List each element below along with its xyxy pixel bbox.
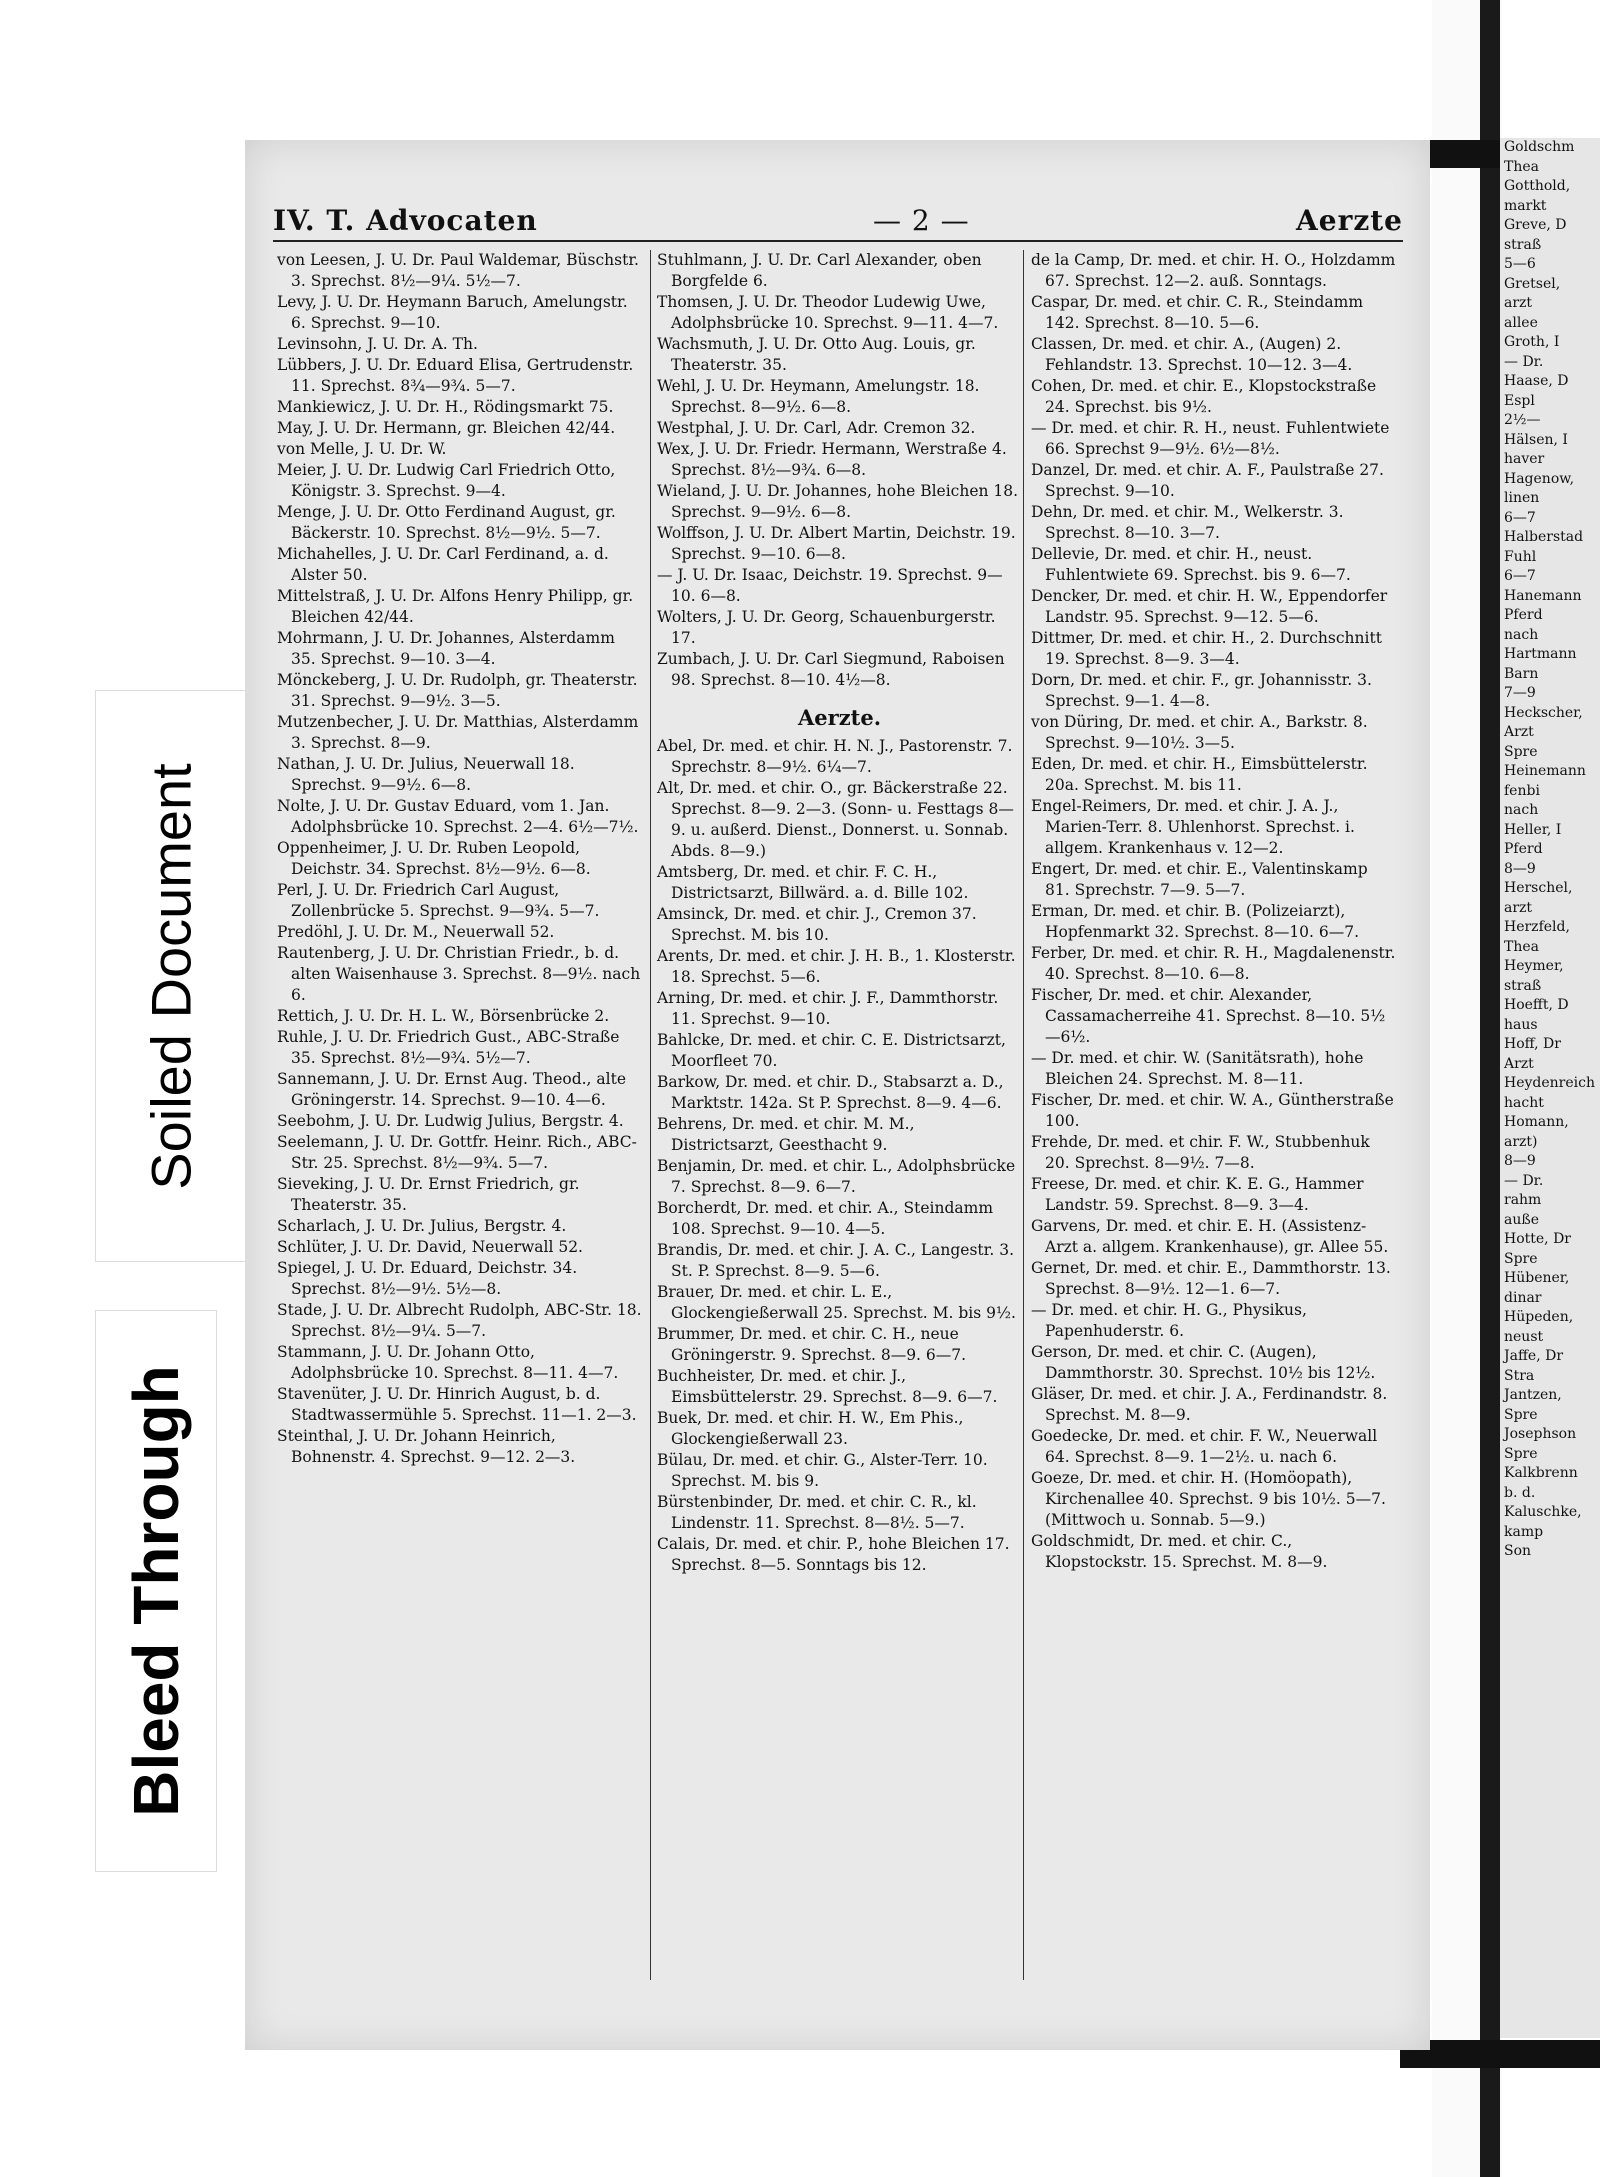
next-page-fragment: Pferd xyxy=(1504,841,1543,857)
directory-entry: Danzel, Dr. med. et chir. A. F., Paulstraße 27. Sprechst. 9—10. xyxy=(1031,461,1384,500)
directory-entry: Gläser, Dr. med. et chir. J. A., Ferdinandstr. 8. Sprechst. M. 8—9. xyxy=(1031,1385,1388,1424)
next-page-fragment: straß xyxy=(1504,236,1542,253)
directory-entry: Wieland, J. U. Dr. Johannes, hohe Bleichen 18. Sprechst. 9—9½. 6—8. xyxy=(657,482,1019,521)
directory-entry: de la Camp, Dr. med. et chir. H. O., Holzdamm 67. Sprechst. 12—2. auß. Sonntags. xyxy=(1031,251,1396,290)
next-page-fragment: Heydenreich xyxy=(1504,1075,1595,1091)
column-divider-1 xyxy=(650,250,651,1980)
directory-entry: Thomsen, J. U. Dr. Theodor Ludewig Uwe, Adolphsbrücke 10. Sprechst. 9—11. 4—7. xyxy=(657,293,999,332)
page-number: — 2 — xyxy=(873,204,970,237)
directory-entry: Engert, Dr. med. et chir. E., Valentinskamp 81. Sprechstr. 7—9. 5—7. xyxy=(1031,860,1368,899)
next-page-fragment: arzt xyxy=(1504,295,1533,311)
next-page-fragment: Halberstad xyxy=(1504,529,1584,545)
directory-entry: Garvens, Dr. med. et chir. E. H. (Assistenz-Arzt a. allgem. Krankenhause), gr. Allee 55. xyxy=(1031,1217,1389,1256)
next-page-fragment: 7—9 xyxy=(1504,685,1536,701)
next-page-fragment: Heymer, xyxy=(1504,958,1564,974)
next-page-fragment: Spre xyxy=(1504,1250,1538,1267)
directory-entry: Arents, Dr. med. et chir. J. H. B., 1. Klosterstr. 18. Sprechst. 5—6. xyxy=(657,947,1016,986)
header-right: Aerzte xyxy=(1296,204,1403,237)
column-aerzte xyxy=(1031,250,1396,1573)
directory-entry: Seelemann, J. U. Dr. Gottfr. Heinr. Rich., ABC-Str. 25. Sprechst. 8½—9¾. 5—7. xyxy=(277,1133,637,1172)
directory-entry: Engel-Reimers, Dr. med. et chir. J. A. J., Marien-Terr. 8. Uhlenhorst. Sprechst. i. allgem. Krankenhaus v. 12—2. xyxy=(1031,797,1355,857)
directory-entry: Behrens, Dr. med. et chir. M. M., Districtsarzt, Geesthacht 9. xyxy=(657,1115,915,1154)
directory-entry: Goedecke, Dr. med. et chir. F. W., Neuerwall 64. Sprechst. 8—9. 1—2½. u. nach 6. xyxy=(1031,1427,1378,1466)
next-page-fragment: — Dr. xyxy=(1504,1172,1544,1189)
directory-entry: Buek, Dr. med. et chir. H. W., Em Phis., Glockengießerwall 23. xyxy=(657,1409,964,1448)
directory-entry: — Dr. med. et chir. R. H., neust. Fuhlentwiete 66. Sprechst 9—9½. 6½—8½. xyxy=(1031,419,1390,458)
next-page-fragment: Gotthold, xyxy=(1504,178,1571,194)
next-page-fragments xyxy=(1500,138,1600,1562)
directory-entry: Classen, Dr. med. et chir. A., (Augen) 2. Fehlandstr. 13. Sprechst. 10—12. 3—4. xyxy=(1031,335,1353,374)
directory-entry: — J. U. Dr. Isaac, Deichstr. 19. Sprechst. 9—10. 6—8. xyxy=(657,566,1003,605)
directory-entry: Michahelles, J. U. Dr. Carl Ferdinand, a. d. Alster 50. xyxy=(277,545,609,584)
directory-entry: Arning, Dr. med. et chir. J. F., Dammthorstr. 11. Sprechst. 9—10. xyxy=(657,989,999,1028)
directory-entry: Dittmer, Dr. med. et chir. H., 2. Durchschnitt 19. Sprechst. 8—9. 3—4. xyxy=(1031,629,1382,668)
directory-entry: Gernet, Dr. med. et chir. E., Dammthorstr. 13. Sprechst. 8—9½. 12—1. 6—7. xyxy=(1031,1259,1391,1298)
next-page-fragment: Spre xyxy=(1504,1445,1538,1462)
soiled-document-label: Soiled Document xyxy=(139,762,203,1190)
directory-entry: May, J. U. Dr. Hermann, gr. Bleichen 42/44. xyxy=(277,419,616,437)
next-page-fragment: Hüpeden, xyxy=(1504,1309,1574,1325)
directory-entry: Lübbers, J. U. Dr. Eduard Elisa, Gertrudenstr. 11. Sprechst. 8¾—9¾. 5—7. xyxy=(277,356,634,395)
directory-entry: Sannemann, J. U. Dr. Ernst Aug. Theod., alte Gröningerstr. 14. Sprechst. 9—10. 4—6. xyxy=(277,1070,626,1109)
directory-entry: Stuhlmann, J. U. Dr. Carl Alexander, oben Borgfelde 6. xyxy=(657,251,982,290)
directory-entry: Mutzenbecher, J. U. Dr. Matthias, Alsterdamm 3. Sprechst. 8—9. xyxy=(277,713,639,752)
next-page-fragment: Arzt xyxy=(1504,724,1534,740)
directory-entry: Steinthal, J. U. Dr. Johann Heinrich, Bohnenstr. 4. Sprechst. 9—12. 2—3. xyxy=(277,1427,576,1466)
next-page-fragment: 8—9 xyxy=(1504,1153,1536,1169)
next-page-strip xyxy=(1500,138,1600,2038)
directory-entry: Sieveking, J. U. Dr. Ernst Friedrich, gr. Theaterstr. 35. xyxy=(277,1175,580,1214)
next-page-fragment: Hartmann xyxy=(1504,646,1577,662)
next-page-fragment: Jantzen, xyxy=(1504,1387,1562,1403)
next-page-fragment: nach xyxy=(1504,802,1539,818)
next-page-fragment: auße xyxy=(1504,1211,1539,1228)
directory-entry: Mankiewicz, J. U. Dr. H., Rödingsmarkt 75. xyxy=(277,398,614,416)
next-page-fragment: Stra xyxy=(1504,1367,1535,1384)
directory-entry: Meier, J. U. Dr. Ludwig Carl Friedrich Otto, Königstr. 3. Sprechst. 9—4. xyxy=(277,461,616,500)
next-page-fragment: Barn xyxy=(1504,665,1539,682)
next-page-fragment: Hübener, xyxy=(1504,1270,1570,1286)
directory-entry: Spiegel, J. U. Dr. Eduard, Deichstr. 34. Sprechst. 8½—9½. 5½—8. xyxy=(277,1259,578,1298)
next-page-fragment: Hotte, Dr xyxy=(1504,1231,1571,1247)
directory-entry: Mittelstraß, J. U. Dr. Alfons Henry Philipp, gr. Bleichen 42/44. xyxy=(277,587,634,626)
directory-entry: Eden, Dr. med. et chir. H., Eimsbüttelerstr. 20a. Sprechst. M. bis 11. xyxy=(1031,755,1368,794)
directory-entry: Zumbach, J. U. Dr. Carl Siegmund, Raboisen 98. Sprechst. 8—10. 4½—8. xyxy=(657,650,1005,689)
directory-entry: Dorn, Dr. med. et chir. F., gr. Johannisstr. 3. Sprechst. 9—1. 4—8. xyxy=(1031,671,1372,710)
next-page-fragment: Hanemann xyxy=(1504,587,1582,604)
directory-entry: Bahlcke, Dr. med. et chir. C. E. Districtsarzt, Moorfleet 70. xyxy=(657,1031,1006,1070)
directory-entry: Caspar, Dr. med. et chir. C. R., Steindamm 142. Sprechst. 8—10. 5—6. xyxy=(1031,293,1364,332)
next-page-fragment: Kaluschke, xyxy=(1504,1504,1582,1520)
directory-entry: Rautenberg, J. U. Dr. Christian Friedr., b. d. alten Waisenhause 3. Sprechst. 8—9½. nach 6. xyxy=(277,944,641,1004)
directory-entry: Stade, J. U. Dr. Albrecht Rudolph, ABC-Str. 18. Sprechst. 8½—9¼. 5—7. xyxy=(277,1301,642,1340)
next-page-fragment: Pferd xyxy=(1504,607,1543,623)
document-page xyxy=(245,140,1430,2050)
next-page-fragment: allee xyxy=(1504,314,1538,331)
column-divider-2 xyxy=(1023,250,1024,1980)
next-page-fragment: Arzt xyxy=(1504,1055,1534,1072)
directory-entry: Mohrmann, J. U. Dr. Johannes, Alsterdamm 35. Sprechst. 9—10. 3—4. xyxy=(277,629,615,668)
next-page-fragment: 8—9 xyxy=(1504,860,1536,877)
next-page-fragment: — Dr. xyxy=(1504,353,1544,370)
next-page-fragment: Jaffe, Dr xyxy=(1504,1348,1564,1364)
next-page-fragment: kamp xyxy=(1504,1523,1544,1540)
directory-entry: von Leesen, J. U. Dr. Paul Waldemar, Büschstr. 3. Sprechst. 8½—9¼. 5½—7. xyxy=(277,251,639,290)
next-page-fragment: Hälsen, I xyxy=(1504,431,1568,448)
header-left: IV. T. Advocaten xyxy=(273,204,538,237)
next-page-fragment: 6—7 xyxy=(1504,509,1536,526)
next-page-fragment: Heller, I xyxy=(1504,821,1562,838)
directory-entry: Wehl, J. U. Dr. Heymann, Amelungstr. 18. Sprechst. 8—9½. 6—8. xyxy=(657,377,980,416)
next-page-fragment: Espl xyxy=(1504,392,1535,409)
directory-entry: Gerson, Dr. med. et chir. C. (Augen), Dammthorstr. 30. Sprechst. 10½ bis 12½. xyxy=(1031,1343,1376,1382)
directory-entry: von Melle, J. U. Dr. W. xyxy=(277,440,447,458)
next-page-fragment: haus xyxy=(1504,1016,1538,1033)
next-page-fragment: dinar xyxy=(1504,1289,1542,1306)
edge-tab-bottom xyxy=(1400,2040,1600,2068)
directory-entry: von Düring, Dr. med. et chir. A., Barkstr. 8. Sprechst. 9—10½. 3—5. xyxy=(1031,713,1368,752)
directory-entry: Mönckeberg, J. U. Dr. Rudolph, gr. Theaterstr. 31. Sprechst. 9—9½. 3—5. xyxy=(277,671,638,710)
next-page-fragment: Haase, D xyxy=(1504,373,1569,389)
directory-entry: Predöhl, J. U. Dr. M., Neuerwall 52. xyxy=(277,923,555,941)
directory-entry: Barkow, Dr. med. et chir. D., Stabsarzt a. D., Marktstr. 142a. St P. Sprechst. 8—9. 4—6. xyxy=(657,1073,1004,1112)
page-header xyxy=(273,200,1403,242)
directory-entry: Stavenüter, J. U. Dr. Hinrich August, b. d. Stadtwassermühle 5. Sprechst. 11—1. 2—3. xyxy=(277,1385,637,1424)
directory-entry: Brummer, Dr. med. et chir. C. H., neue Gröningerstr. 9. Sprechst. 8—9. 6—7. xyxy=(657,1325,967,1364)
next-page-fragment: Spre xyxy=(1504,743,1538,760)
directory-entry: — Dr. med. et chir. H. G., Physikus, Papenhuderstr. 6. xyxy=(1031,1301,1307,1340)
directory-entry: Dencker, Dr. med. et chir. H. W., Eppendorfer Landstr. 95. Sprechst. 9—12. 5—6. xyxy=(1031,587,1388,626)
directory-entry: Alt, Dr. med. et chir. O., gr. Bäckerstraße 22. Sprechst. 8—9. 2—3. (Sonn- u. Festtags 8—9. u. außerd. Dienst., Donnerst. u. Sonnab. Abds. 8—9.) xyxy=(657,779,1014,860)
next-page-fragment: rahm xyxy=(1504,1192,1542,1208)
directory-entry: Nathan, J. U. Dr. Julius, Neuerwall 18. Sprechst. 9—9½. 6—8. xyxy=(277,755,575,794)
directory-entry: Amsinck, Dr. med. et chir. J., Cremon 37. Sprechst. M. bis 10. xyxy=(657,905,977,944)
directory-entry: Fischer, Dr. med. et chir. Alexander, Cassamacherreihe 41. Sprechst. 8—10. 5½—6½. xyxy=(1031,986,1386,1046)
next-page-fragment: Son xyxy=(1504,1543,1532,1559)
directory-entry: Levy, J. U. Dr. Heymann Baruch, Amelungstr. 6. Sprechst. 9—10. xyxy=(277,293,628,332)
directory-entry: Brauer, Dr. med. et chir. L. E., Glockengießerwall 25. Sprechst. M. bis 9½. xyxy=(657,1283,1016,1322)
directory-entry: Scharlach, J. U. Dr. Julius, Bergstr. 4. xyxy=(277,1217,567,1235)
directory-entry: Stammann, J. U. Dr. Johann Otto, Adolphsbrücke 10. Sprechst. 8—11. 4—7. xyxy=(277,1343,619,1382)
column-advocaten-aerzte xyxy=(657,250,1022,1576)
directory-entry: Goldschmidt, Dr. med. et chir. C., Klopstockstr. 15. Sprechst. M. 8—9. xyxy=(1031,1532,1328,1571)
directory-entry: Brandis, Dr. med. et chir. J. A. C., Langestr. 3. St. P. Sprechst. 8—9. 5—6. xyxy=(657,1241,1014,1280)
next-page-fragment: linen xyxy=(1504,490,1540,506)
next-page-fragment: Thea xyxy=(1504,938,1539,955)
directory-entry: Buchheister, Dr. med. et chir. J., Eimsbüttelerstr. 29. Sprechst. 8—9. 6—7. xyxy=(657,1367,998,1406)
directory-entry: Borcherdt, Dr. med. et chir. A., Steindamm 108. Sprechst. 9—10. 4—5. xyxy=(657,1199,994,1238)
next-page-fragment: Hagenow, xyxy=(1504,470,1575,487)
directory-entry: — Dr. med. et chir. W. (Sanitätsrath), hohe Bleichen 24. Sprechst. M. 8—11. xyxy=(1031,1049,1364,1088)
directory-entry: Bürstenbinder, Dr. med. et chir. C. R., kl. Lindenstr. 11. Sprechst. 8—8½. 5—7. xyxy=(657,1493,977,1532)
directory-entry: Wex, J. U. Dr. Friedr. Hermann, Werstraße 4. Sprechst. 8½—9¾. 6—8. xyxy=(657,440,1007,479)
directory-entry: Abel, Dr. med. et chir. H. N. J., Pastorenstr. 7. Sprechstr. 8—9½. 6¼—7. xyxy=(657,737,1013,776)
directory-entry: Perl, J. U. Dr. Friedrich Carl August, Zollenbrücke 5. Sprechst. 9—9¾. 5—7. xyxy=(277,881,600,920)
directory-entry: Dehn, Dr. med. et chir. M., Welkerstr. 3. Sprechst. 8—10. 3—7. xyxy=(1031,503,1344,542)
bleed-through-stamp xyxy=(95,1310,217,1872)
next-page-fragment: Homann, xyxy=(1504,1114,1569,1130)
next-page-fragment: 6—7 xyxy=(1504,568,1536,584)
directory-entry: Nolte, J. U. Dr. Gustav Eduard, vom 1. Jan. Adolphsbrücke 10. Sprechst. 2—4. 6½—7½. xyxy=(277,797,639,836)
next-page-fragment: Herschel, xyxy=(1504,880,1573,896)
next-page-fragment: Kalkbrenn xyxy=(1504,1465,1578,1481)
binding-shadow xyxy=(1480,0,1500,2177)
next-page-fragment: haver xyxy=(1504,451,1545,467)
directory-entry: Wolffson, J. U. Dr. Albert Martin, Deichstr. 19. Sprechst. 9—10. 6—8. xyxy=(657,524,1016,563)
next-page-fragment: markt xyxy=(1504,197,1547,214)
directory-entry: Frehde, Dr. med. et chir. F. W., Stubbenhuk 20. Sprechst. 8—9½. 7—8. xyxy=(1031,1133,1370,1172)
next-page-fragment: fenbi xyxy=(1504,782,1540,799)
directory-entry: Westphal, J. U. Dr. Carl, Adr. Cremon 32. xyxy=(657,419,976,437)
next-page-fragment: Herzfeld, xyxy=(1504,919,1570,935)
directory-entry: Goeze, Dr. med. et chir. H. (Homöopath), Kirchenallee 40. Sprechst. 9 bis 10½. 5—7. (Mittwoch u. Sonnab. 5—9.) xyxy=(1031,1469,1386,1529)
next-page-fragment: 5—6 xyxy=(1504,256,1536,272)
next-page-fragment: Heckscher, xyxy=(1504,704,1583,721)
directory-entry: Cohen, Dr. med. et chir. E., Klopstockstraße 24. Sprechst. bis 9½. xyxy=(1031,377,1377,416)
next-page-fragment: Greve, D xyxy=(1504,217,1567,233)
directory-entry: Levinsohn, J. U. Dr. A. Th. xyxy=(277,335,478,353)
directory-entry: Seebohm, J. U. Dr. Ludwig Julius, Bergstr. 4. xyxy=(277,1112,624,1130)
soiled-document-stamp xyxy=(95,690,247,1262)
next-page-fragment: 2½— xyxy=(1504,412,1541,428)
next-page-fragment: neust xyxy=(1504,1328,1544,1345)
next-page-fragment: hacht xyxy=(1504,1094,1544,1111)
directory-entry: Dellevie, Dr. med. et chir. H., neust. Fuhlentwiete 69. Sprechst. bis 9. 6—7. xyxy=(1031,545,1351,584)
directory-entry: Rettich, J. U. Dr. H. L. W., Börsenbrücke 2. xyxy=(277,1007,610,1025)
next-page-fragment: b. d. xyxy=(1504,1484,1536,1501)
next-page-fragment: Gretsel, xyxy=(1504,275,1561,292)
next-page-fragment: Hoff, Dr xyxy=(1504,1036,1561,1052)
section-title-aerzte: Aerzte. xyxy=(797,705,881,730)
directory-entry: Wolters, J. U. Dr. Georg, Schauenburgerstr. 17. xyxy=(657,608,996,647)
directory-entry: Amtsberg, Dr. med. et chir. F. C. H., Districtsarzt, Billwärd. a. d. Bille 102. xyxy=(657,863,969,902)
directory-entry: Ruhle, J. U. Dr. Friedrich Gust., ABC-Straße 35. Sprechst. 8½—9¾. 5½—7. xyxy=(277,1028,620,1067)
directory-entry: Benjamin, Dr. med. et chir. L., Adolphsbrücke 7. Sprechst. 8—9. 6—7. xyxy=(657,1157,1016,1196)
directory-entry: Menge, J. U. Dr. Otto Ferdinand August, gr. Bäckerstr. 10. Sprechst. 8½—9½. 5—7. xyxy=(277,503,616,542)
next-page-fragment: arzt xyxy=(1504,899,1533,916)
next-page-fragment: Josephson xyxy=(1504,1426,1577,1442)
next-page-fragment: Groth, I xyxy=(1504,334,1560,350)
next-page-fragment: arzt) xyxy=(1504,1133,1538,1150)
next-page-fragment: Heinemann xyxy=(1504,763,1586,779)
next-page-fragment: Goldschm xyxy=(1504,139,1575,155)
next-page-fragment: Fuhl xyxy=(1504,548,1537,565)
directory-entry: Freese, Dr. med. et chir. K. E. G., Hammer Landstr. 59. Sprechst. 8—9. 3—4. xyxy=(1031,1175,1364,1214)
bleed-through-label: Bleed Through xyxy=(120,1365,192,1817)
next-page-fragment: Thea xyxy=(1504,158,1539,175)
directory-entry: Fischer, Dr. med. et chir. W. A., Güntherstraße 100. xyxy=(1031,1091,1394,1130)
directory-entry: Calais, Dr. med. et chir. P., hohe Bleichen 17. Sprechst. 8—5. Sonntags bis 12. xyxy=(657,1535,1010,1574)
directory-entry: Erman, Dr. med. et chir. B. (Polizeiarzt), Hopfenmarkt 32. Sprechst. 8—10. 6—7. xyxy=(1031,902,1360,941)
column-advocaten xyxy=(277,250,642,1468)
next-page-fragment: Hoefft, D xyxy=(1504,997,1569,1013)
directory-entry: Oppenheimer, J. U. Dr. Ruben Leopold, Deichstr. 34. Sprechst. 8½—9½. 6—8. xyxy=(277,839,591,878)
directory-entry: Wachsmuth, J. U. Dr. Otto Aug. Louis, gr. Theaterstr. 35. xyxy=(657,335,976,374)
next-page-fragment: nach xyxy=(1504,626,1539,643)
directory-entry: Ferber, Dr. med. et chir. R. H., Magdalenenstr. 40. Sprechst. 8—10. 6—8. xyxy=(1031,944,1396,983)
directory-entry: Bülau, Dr. med. et chir. G., Alster-Terr. 10. Sprechst. M. bis 9. xyxy=(657,1451,988,1490)
next-page-fragment: straß xyxy=(1504,977,1542,994)
directory-entry: Schlüter, J. U. Dr. David, Neuerwall 52. xyxy=(277,1238,583,1256)
next-page-fragment: Spre xyxy=(1504,1406,1538,1423)
